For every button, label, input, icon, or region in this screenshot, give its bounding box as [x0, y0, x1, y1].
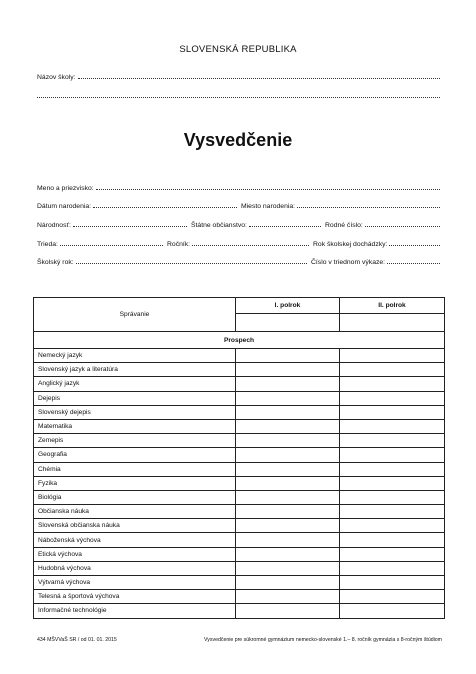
subject-name: Anglický jazyk: [34, 377, 236, 391]
birth-place-label: Miesto narodenia:: [241, 203, 296, 210]
subject-name: Zemepis: [34, 434, 236, 448]
subject-term2-grade-cell[interactable]: [340, 363, 445, 377]
subject-name: Etická výchova: [34, 547, 236, 561]
subject-term2-grade-cell[interactable]: [340, 349, 445, 363]
subject-term1-grade-cell[interactable]: [236, 363, 340, 377]
term1-header: I. polrok: [236, 298, 340, 314]
subject-term1-grade-cell[interactable]: [236, 547, 340, 561]
birth-place-field[interactable]: [297, 207, 440, 208]
name-row: [37, 181, 440, 192]
subject-row: [34, 604, 445, 618]
subject-term2-grade-cell[interactable]: [340, 391, 445, 405]
subject-name: Matematika: [34, 419, 236, 433]
school-year-field[interactable]: [76, 263, 307, 264]
school-name-field[interactable]: [78, 78, 440, 79]
personal-number-field[interactable]: [365, 226, 440, 227]
subject-term2-grade-cell[interactable]: [340, 576, 445, 590]
subject-term2-grade-cell[interactable]: [340, 547, 445, 561]
subject-name: Nemecký jazyk: [34, 349, 236, 363]
subject-row: [34, 490, 445, 504]
subject-term1-grade-cell[interactable]: [236, 505, 340, 519]
grades-section-header: Prospech: [34, 332, 445, 349]
subject-term2-grade-cell[interactable]: [340, 462, 445, 476]
behavior-term2-cell[interactable]: [340, 314, 445, 332]
subject-row: [34, 561, 445, 575]
subject-term1-grade-cell[interactable]: [236, 419, 340, 433]
subject-term2-grade-cell[interactable]: [340, 476, 445, 490]
birth-date-field[interactable]: [93, 207, 237, 208]
subject-term1-grade-cell[interactable]: [236, 490, 340, 504]
subject-term1-grade-cell[interactable]: [236, 448, 340, 462]
register-number-label: Číslo v triednom výkaze:: [311, 259, 386, 266]
subject-name: Hudobná výchova: [34, 561, 236, 575]
subject-term2-grade-cell[interactable]: [340, 519, 445, 533]
nationality-row: [37, 218, 440, 229]
school-name-row: [37, 70, 440, 81]
subject-row: [34, 363, 445, 377]
subject-name: Dejepis: [34, 391, 236, 405]
register-number-field[interactable]: [387, 263, 440, 264]
school-year-row: [37, 255, 440, 266]
nationality-field[interactable]: [73, 226, 187, 227]
subject-term1-grade-cell[interactable]: [236, 533, 340, 547]
subject-row: [34, 349, 445, 363]
citizenship-field[interactable]: [249, 226, 321, 227]
school-name-label: Názov školy:: [37, 74, 76, 81]
class-field[interactable]: [60, 245, 163, 246]
subject-name: Slovenský dejepis: [34, 405, 236, 419]
subject-row: [34, 547, 445, 561]
subject-term1-grade-cell[interactable]: [236, 476, 340, 490]
subject-row: [34, 377, 445, 391]
school-year-label: Školský rok:: [37, 259, 74, 266]
subject-row: [34, 391, 445, 405]
footer-description: Vysvedčenie pre súkromné gymnázium nemecko-slovenské 1.– 8. ročník gymnázia s 8-ročným štúdiom: [204, 637, 442, 643]
grades-table: [33, 297, 445, 619]
school-name-field-2[interactable]: [37, 97, 440, 98]
nationality-label: Národnosť:: [37, 222, 71, 229]
birth-row: [37, 199, 440, 210]
term2-header: II. polrok: [340, 298, 445, 314]
subject-row: [34, 462, 445, 476]
subject-name: Telesná a športová výchova: [34, 590, 236, 604]
subject-name: Geografia: [34, 448, 236, 462]
subject-row: [34, 505, 445, 519]
subject-term1-grade-cell[interactable]: [236, 590, 340, 604]
subject-term2-grade-cell[interactable]: [340, 448, 445, 462]
subject-row: [34, 405, 445, 419]
subject-term1-grade-cell[interactable]: [236, 349, 340, 363]
country-heading: SLOVENSKÁ REPUBLIKA: [179, 44, 297, 55]
subject-term2-grade-cell[interactable]: [340, 533, 445, 547]
subject-term2-grade-cell[interactable]: [340, 377, 445, 391]
personal-number-label: Rodné číslo:: [325, 222, 363, 229]
subject-row: [34, 476, 445, 490]
subject-row: [34, 590, 445, 604]
citizenship-label: Štátne občianstvo:: [191, 222, 247, 229]
subject-term2-grade-cell[interactable]: [340, 434, 445, 448]
subject-name: Výtvarná výchova: [34, 576, 236, 590]
subject-row: [34, 419, 445, 433]
subject-term1-grade-cell[interactable]: [236, 604, 340, 618]
subject-name: Náboženská výchova: [34, 533, 236, 547]
subject-row: [34, 576, 445, 590]
behavior-term1-cell[interactable]: [236, 314, 340, 332]
subject-term1-grade-cell[interactable]: [236, 405, 340, 419]
document-title: Vysvedčenie: [183, 130, 293, 150]
class-label: Trieda:: [37, 241, 58, 248]
subject-name: Fyzika: [34, 476, 236, 490]
subject-term2-grade-cell[interactable]: [340, 561, 445, 575]
subject-row: [34, 519, 445, 533]
subject-term1-grade-cell[interactable]: [236, 377, 340, 391]
school-name-row-2: [37, 89, 440, 100]
name-field[interactable]: [96, 189, 440, 190]
subject-term1-grade-cell[interactable]: [236, 391, 340, 405]
subject-term2-grade-cell[interactable]: [340, 419, 445, 433]
name-label: Meno a priezvisko:: [37, 185, 94, 192]
subject-row: [34, 434, 445, 448]
attendance-year-field[interactable]: [389, 245, 440, 246]
subject-name: Informačné technológie: [34, 604, 236, 618]
subject-term1-grade-cell[interactable]: [236, 462, 340, 476]
class-row: [37, 237, 440, 248]
subject-name: Chémia: [34, 462, 236, 476]
subject-term2-grade-cell[interactable]: [340, 405, 445, 419]
subject-term2-grade-cell[interactable]: [340, 604, 445, 618]
subject-term2-grade-cell[interactable]: [340, 490, 445, 504]
grade-field[interactable]: [192, 245, 309, 246]
subject-name: Slovenská občianska náuka: [34, 519, 236, 533]
attendance-year-label: Rok školskej dochádzky:: [313, 241, 388, 248]
footer-form-code: 434 MŠVVaŠ SR / od 01. 01. 2015: [37, 637, 117, 643]
subject-term1-grade-cell[interactable]: [236, 561, 340, 575]
subject-row: [34, 448, 445, 462]
subject-name: Občianska náuka: [34, 505, 236, 519]
subject-term1-grade-cell[interactable]: [236, 434, 340, 448]
subject-term1-grade-cell[interactable]: [236, 519, 340, 533]
behavior-label: Správanie: [34, 298, 236, 332]
subject-term2-grade-cell[interactable]: [340, 590, 445, 604]
grade-label: Ročník:: [167, 241, 191, 248]
birth-date-label: Dátum narodenia:: [37, 203, 92, 210]
subject-name: Slovenský jazyk a literatúra: [34, 363, 236, 377]
subject-term2-grade-cell[interactable]: [340, 505, 445, 519]
subject-name: Biológia: [34, 490, 236, 504]
subject-row: [34, 533, 445, 547]
subject-term1-grade-cell[interactable]: [236, 576, 340, 590]
